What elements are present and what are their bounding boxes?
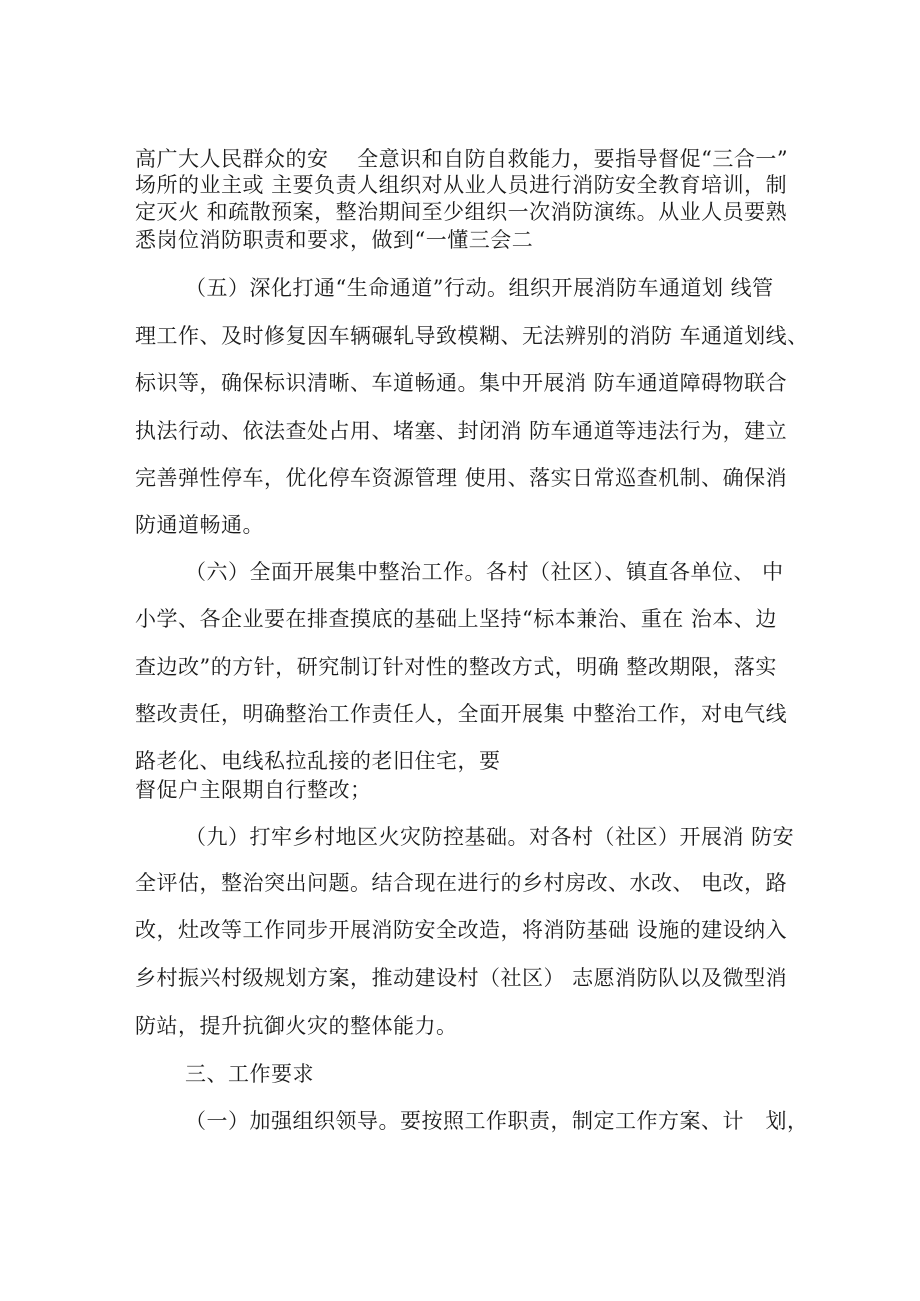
text-line-12: 小学、各企业要在排查摸底的基础上坚持“标本兼治、重在 治本、边 [135, 607, 777, 631]
text-line-6: 理工作、及时修复因车辆碾轧导致模糊、无法辨别的消防 车通道划线、 [135, 324, 809, 348]
section-heading: 三、工作要求 [185, 1062, 314, 1086]
text-line-4: 悉岗位消防职责和要求，做到“一懂三会二 [135, 228, 534, 252]
text-line-18: 全评估，整治突出问题。结合现在进行的乡村房改、水改、 电改，路 [135, 871, 788, 895]
text-line-13: 查边改”的方针，研究制订针对性的整改方式，明确 整改期限，落实 [135, 655, 777, 679]
text-line-1: 高广大人民群众的安 全意识和自防自救能力，要指导督促“三合一” [135, 147, 789, 171]
text-line-16: 督促户主限期自行整改； [135, 778, 372, 802]
text-line-15: 路老化、电线私拉乱接的老旧住宅，要 [135, 749, 501, 773]
text-line-5: （五）深化打通“生命通道”行动。组织开展消防车通道划 线管 [185, 276, 774, 300]
text-line-19: 改，灶改等工作同步开展消防安全改造，将消防基础 设施的建设纳入 [135, 918, 788, 942]
text-line-14: 整改责任，明确整治工作责任人，全面开展集 中整治工作，对电气线 [135, 702, 788, 726]
text-line-9: 完善弹性停车，优化停车资源管理 使用、落实日常巡查机制、确保消 [135, 466, 788, 490]
text-line-11: （六）全面开展集中整治工作。各村（社区）、镇直各单位、 中 [185, 560, 784, 584]
text-line-21: 防站，提升抗御火灾的整体能力。 [135, 1014, 458, 1038]
text-line-17: （九）打牢乡村地区火灾防控基础。对各村（社区）开展消 防安 [185, 825, 795, 849]
text-line-20: 乡村振兴村级规划方案，推动建设村（社区） 志愿消防队以及微型消 [135, 966, 788, 990]
text-line-2: 场所的业主或 主要负责人组织对从业人员进行消防安全教育培训，制 [135, 173, 788, 197]
text-line-8: 执法行动、依法查处占用、堵塞、封闭消 防车通道等违法行为，建立 [135, 419, 788, 443]
text-line-7: 标识等，确保标识清晰、车道畅通。集中开展消 防车通道障碍物联合 [135, 371, 788, 395]
text-line-3: 定灭火 和疏散预案，整治期间至少组织一次消防演练。从业人员要熟 [135, 200, 788, 224]
text-line-23: （一）加强组织领导。要按照工作职责，制定工作方案、计 划， [185, 1109, 809, 1133]
text-line-10: 防通道畅通。 [135, 513, 264, 537]
